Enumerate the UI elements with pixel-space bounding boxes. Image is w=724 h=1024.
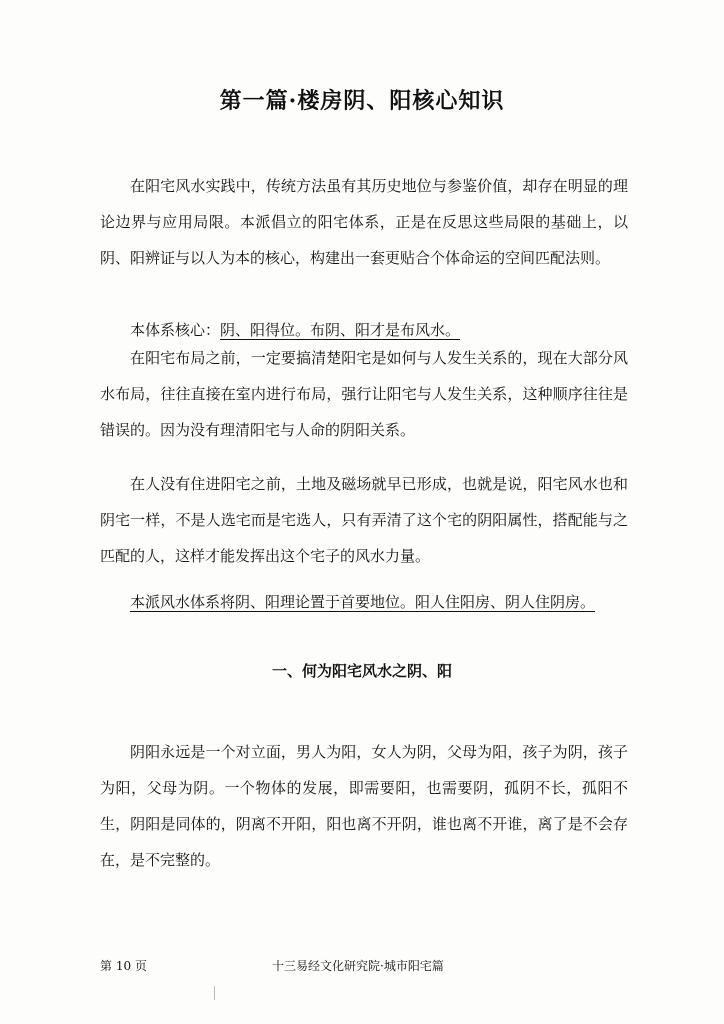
paragraph-principle — [100, 584, 628, 620]
page-number: 第 10 页 — [100, 959, 147, 973]
page-title: 第一篇·楼房阴、阳核心知识 — [219, 88, 505, 114]
core-label: 本体系核心： — [130, 321, 221, 339]
paragraph-intro: 在阳宅风水实践中，传统方法虽有其历史地位与参鉴价值，却存在明显的理论边界与应用局限。本派倡立的阳宅体系，正是在反思这些局限的基础上，以阴、阳辨证与以人为本的核心，构建出一套更贴合个体命运的空间匹配法则。 — [100, 177, 628, 267]
paragraph-yin-yang: 阴阳永远是一个对立面，男人为阳，女人为阴，父母为阳，孩子为阴，孩子为阳，父母为阴。一个物体的发展，即需要阳，也需要阴，孤阴不长，孤阳不生，阴阳是同体的，阴离不开阳，阳也离不开阴，谁也离不开谁，离了是不会存在，是不完整的。 — [100, 743, 628, 869]
core-statement-underlined: 阴、阳得位。布阴、阳才是布风水。 — [220, 321, 461, 339]
paragraph-house-chooses-person: 在人没有住进阳宅之前，土地及磁场就早已形成，也就是说，阳宅风水也和阴宅一样，不是人选宅而是宅选人，只有弄清了这个宅的阴阳属性，搭配能与之匹配的人，这样才能发挥出这个宅子的风水力量。 — [100, 475, 628, 565]
section-heading: 一、何为阳宅风水之阴、阳 — [271, 662, 452, 680]
paragraph-layout-order: 在阳宅布局之前，一定要搞清楚阳宅是如何与人发生关系的，现在大部分风水布局，往往直接在室内进行布局，强行让阳宅与人发生关系，这种顺序往往是错误的。因为没有理清阳宅与人命的阴阳关系。 — [100, 349, 628, 439]
principle-underlined: 本派风水体系将阴、阳理论置于首要地位。阳人住阳房、阴人住阴房。 — [130, 593, 596, 611]
footer-book-title: 十三易经文化研究院·城市阳宅篇 — [272, 959, 444, 973]
scan-artifact-mark — [214, 986, 215, 1000]
